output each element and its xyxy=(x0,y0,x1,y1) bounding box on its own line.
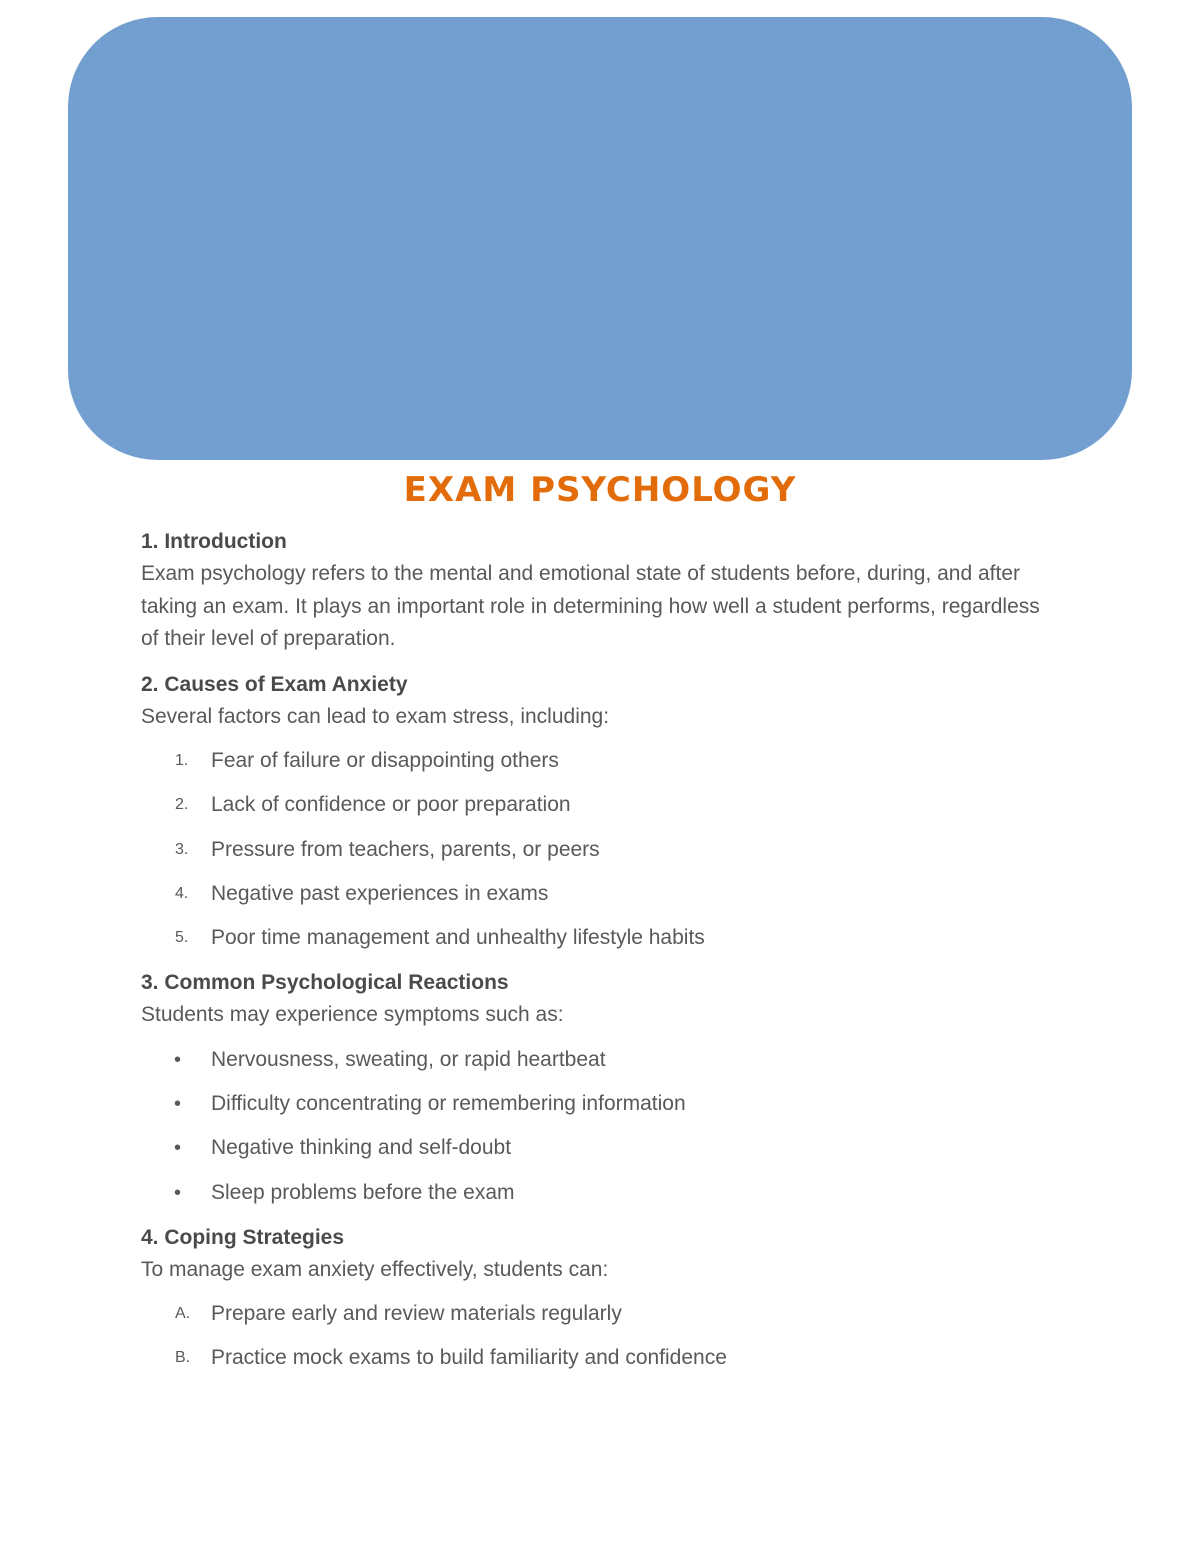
section-paragraph: Students may experience symptoms such as: xyxy=(141,1003,564,1027)
list-item-text: Pressure from teachers, parents, or peers xyxy=(211,837,600,861)
section-paragraph: To manage exam anxiety effectively, students can: xyxy=(141,1257,609,1281)
bullet-icon: • xyxy=(174,1181,182,1204)
list-item-text: Negative past experiences in exams xyxy=(211,881,549,905)
list-marker: 4. xyxy=(175,884,189,902)
list-item xyxy=(141,1044,1061,1076)
list-item xyxy=(141,789,1061,821)
list-item xyxy=(141,922,1061,954)
list-item-text: Prepare early and review materials regularly xyxy=(211,1302,622,1326)
section-paragraph: Several factors can lead to exam stress, including: xyxy=(141,704,610,728)
list-item-text: Negative thinking and self-doubt xyxy=(211,1136,512,1160)
section-heading: 4. Coping Strategies xyxy=(141,1225,345,1249)
section-coping xyxy=(141,1222,1061,1375)
list-marker: 1. xyxy=(175,752,189,769)
list-item xyxy=(141,745,1061,777)
bullet-icon: • xyxy=(174,1048,182,1071)
bullet-list xyxy=(141,1044,1061,1209)
list-item xyxy=(141,1298,1061,1330)
list-marker: 3. xyxy=(175,840,189,858)
list-item-text: Fear of failure or disappointing others xyxy=(211,749,559,772)
section-heading: 1. Introduction xyxy=(141,530,287,553)
list-item xyxy=(141,1132,1061,1164)
section-heading: 2. Causes of Exam Anxiety xyxy=(141,672,408,696)
list-item xyxy=(141,834,1061,866)
list-item-text: Nervousness, sweating, or rapid heartbeat xyxy=(211,1047,606,1071)
section-introduction xyxy=(141,526,1061,656)
list-marker: 2. xyxy=(175,796,189,814)
document-body xyxy=(141,526,1061,1387)
list-marker: B. xyxy=(175,1349,191,1367)
section-heading: 3. Common Psychological Reactions xyxy=(141,971,509,995)
bullet-icon: • xyxy=(174,1092,182,1115)
numbered-list xyxy=(141,745,1061,954)
list-item-text: Poor time management and unhealthy lifestyle habits xyxy=(211,926,705,950)
lettered-list xyxy=(141,1298,1061,1374)
section-reactions xyxy=(141,967,1061,1208)
list-marker: A. xyxy=(175,1305,191,1323)
list-item xyxy=(141,1342,1061,1374)
list-item-text: Difficulty concentrating or remembering information xyxy=(211,1091,686,1115)
list-item xyxy=(141,1177,1061,1209)
list-item-text: Lack of confidence or poor preparation xyxy=(211,793,571,817)
bullet-icon: • xyxy=(174,1137,182,1160)
list-item-text: Sleep problems before the exam xyxy=(211,1180,515,1204)
document-title: EXAM PSYCHOLOGY xyxy=(403,470,797,510)
list-item xyxy=(141,878,1061,910)
list-item-text: Practice mock exams to build familiarity and confidence xyxy=(211,1346,727,1370)
section-paragraph: Exam psychology refers to the mental and emotional state of students before, during, and after taking an exam. It plays an important role in determining how well a student performs, regardless of their level of preparation. xyxy=(141,562,1040,650)
list-marker: 5. xyxy=(175,929,189,947)
section-causes xyxy=(141,669,1061,955)
header-banner xyxy=(68,17,1132,460)
list-item xyxy=(141,1088,1061,1120)
